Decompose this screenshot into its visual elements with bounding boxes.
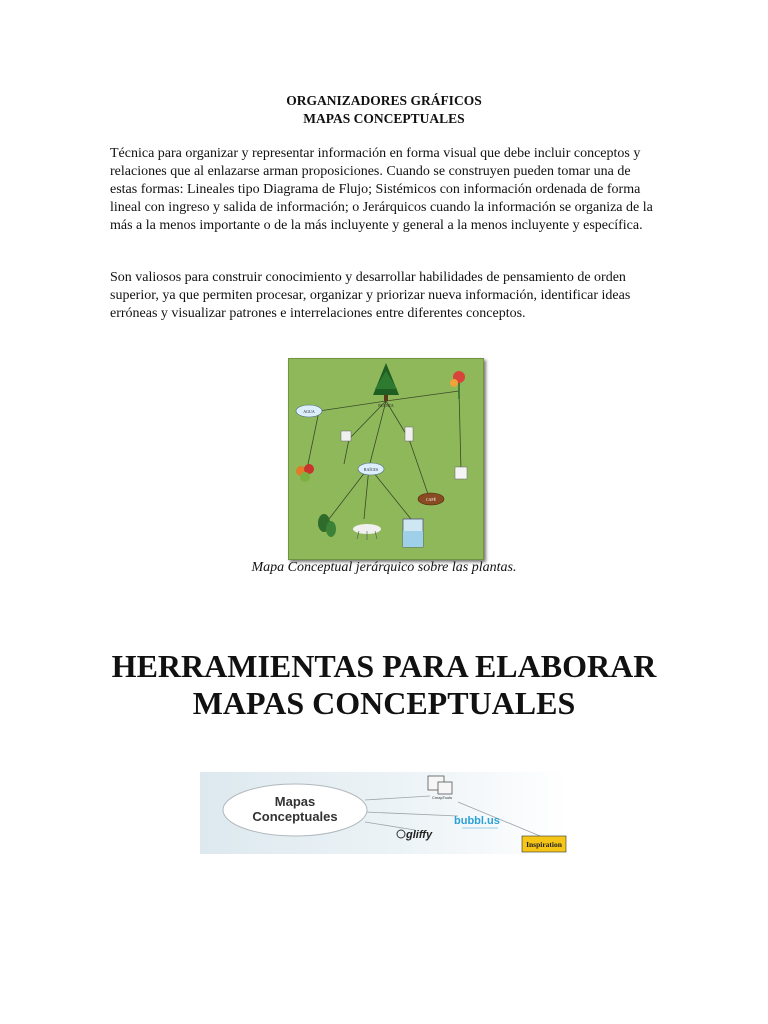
heading-line-1: HERRAMIENTAS PARA ELABORAR (111, 648, 657, 684)
document-title (0, 92, 768, 128)
node-label-raices: RAÍCES (363, 467, 379, 472)
concept-map-drawing (289, 359, 483, 559)
title-line-1: ORGANIZADORES GRÁFICOS (286, 93, 482, 108)
bubbl-us-logo-icon (454, 815, 500, 829)
paragraph-definition: Técnica para organizar y representar información en forma visual que debe incluir conceptos y relaciones que al enlazarse arman proposiciones. Cuando se construyen pueden tomar una de estas formas: Lineales tipo Diagrama de Flujo; Sistémicos con información ordenada de forma lineal con ingreso y salida de información; o Jerárquicos cuando la información se organiza de la más a la menos importante o de la más incluyente y general a la menos incluyente y específica. (110, 146, 653, 233)
banner-label-line-2: Conceptuales (252, 809, 338, 824)
paragraph-benefits: Son valiosos para construir conocimiento y desarrollar habilidades de pensamiento de orden superior, ya que permiten procesar, organizar y priorizar nueva información, identificar ideas erróneas y visualizar patrones e interrelaciones entre diferentes conceptos. (110, 270, 631, 321)
tool-name-inspiration: Inspiration (526, 840, 562, 849)
tool-name-gliffy: gliffy (406, 829, 433, 841)
node-label-cafe: CAFÉ (425, 497, 437, 502)
inspiration-logo-icon (522, 836, 566, 852)
water-glass-icon (403, 519, 423, 547)
section-heading (0, 648, 768, 722)
tool-name-cmaptools: CmapTools (432, 795, 453, 800)
plant-concept-map-image (288, 358, 484, 560)
concept-map-tools-banner (200, 772, 568, 854)
banner-label-line-1: Mapas (274, 794, 316, 809)
title-line-2: MAPAS CONCEPTUALES (303, 111, 465, 126)
soil-icon (353, 524, 381, 540)
node-label-agua: AGUA (303, 409, 315, 414)
figure-caption: Mapa Conceptual jerárquico sobre las plantas. (251, 560, 517, 575)
heading-line-2: MAPAS CONCEPTUALES (192, 685, 576, 721)
tools-banner-drawing (200, 772, 568, 854)
node-label-planta: PLANTA (378, 403, 394, 408)
tool-name-bubbl: bubbl.us (454, 815, 500, 827)
